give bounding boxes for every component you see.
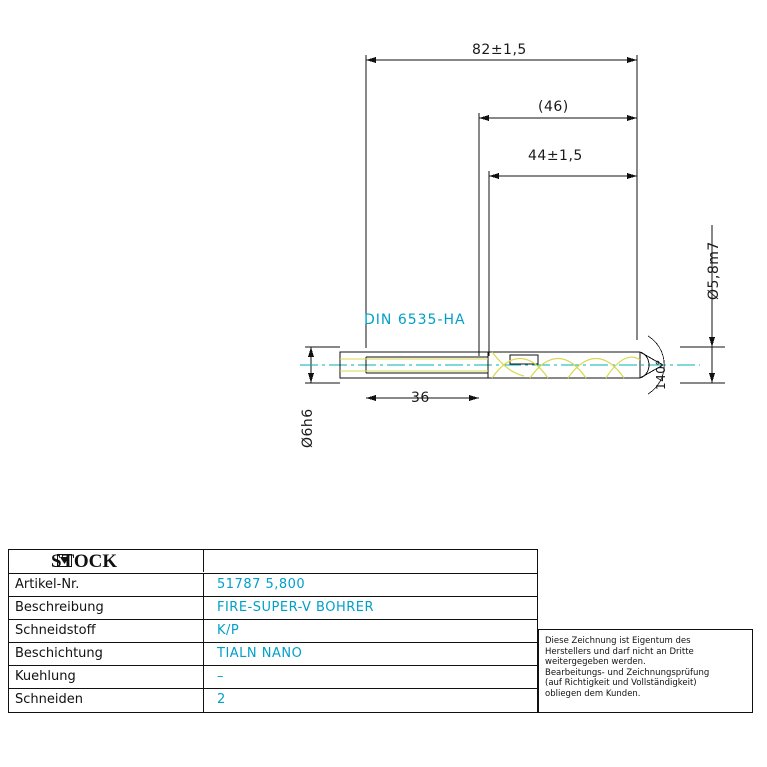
- note-line: Bearbeitungs- und Zeichnungsprüfung: [545, 667, 710, 678]
- row-value: 2: [217, 692, 226, 707]
- table-row: [9, 666, 537, 689]
- note-line: Herstellers und darf nicht an Dritte: [545, 646, 694, 657]
- note-line: (auf Richtigkeit und Vollständigkeit): [545, 678, 697, 688]
- row-label: Kuehlung: [15, 669, 76, 684]
- dim-flute-length: 44±1,5: [528, 148, 583, 164]
- row-value: K/P: [217, 623, 240, 638]
- cell-divider: [203, 643, 204, 665]
- dim-shank-length: 36: [411, 390, 430, 406]
- note-line: obliegen dem Kunden.: [545, 688, 641, 699]
- copyright-note: [538, 629, 753, 713]
- row-label: Schneidstoff: [15, 623, 96, 638]
- dim-overall-length: 82±1,5: [472, 42, 527, 58]
- row-value: FIRE-SUPER-V BOHRER: [217, 600, 375, 615]
- table-row: [9, 689, 537, 712]
- dim-shank-diameter: Ø6h6: [300, 408, 316, 448]
- row-label: Artikel-Nr.: [15, 577, 80, 592]
- note-line: weitergegeben werden.: [545, 657, 646, 667]
- cell-divider: [203, 689, 204, 712]
- dim-reference-length: (46): [538, 99, 569, 115]
- dim-point-angle: 140°: [654, 359, 668, 390]
- table-row: [9, 643, 537, 666]
- table-row: [9, 574, 537, 597]
- cell-divider: [203, 666, 204, 688]
- row-label: Schneiden: [15, 692, 83, 707]
- row-value: –: [217, 669, 224, 684]
- standard-label: DIN 6535-HA: [364, 312, 466, 328]
- brand-logo-text: STOCK: [51, 551, 118, 572]
- table-row: [9, 620, 537, 643]
- row-label: Beschreibung: [15, 600, 104, 615]
- cell-divider: [203, 597, 204, 619]
- row-value: TIALN NANO: [217, 646, 303, 661]
- cell-divider: [203, 620, 204, 642]
- cell-divider: [203, 574, 204, 596]
- dim-cutting-diameter: Ø5,8m7: [706, 241, 722, 300]
- title-block-logo-row: [9, 550, 537, 574]
- logo-cell: [9, 550, 204, 572]
- row-label: Beschichtung: [15, 646, 103, 661]
- title-block: [8, 549, 538, 713]
- note-line: Diese Zeichnung ist Eigentum des: [545, 636, 691, 646]
- row-value: 51787 5,800: [217, 577, 306, 592]
- table-row: [9, 597, 537, 620]
